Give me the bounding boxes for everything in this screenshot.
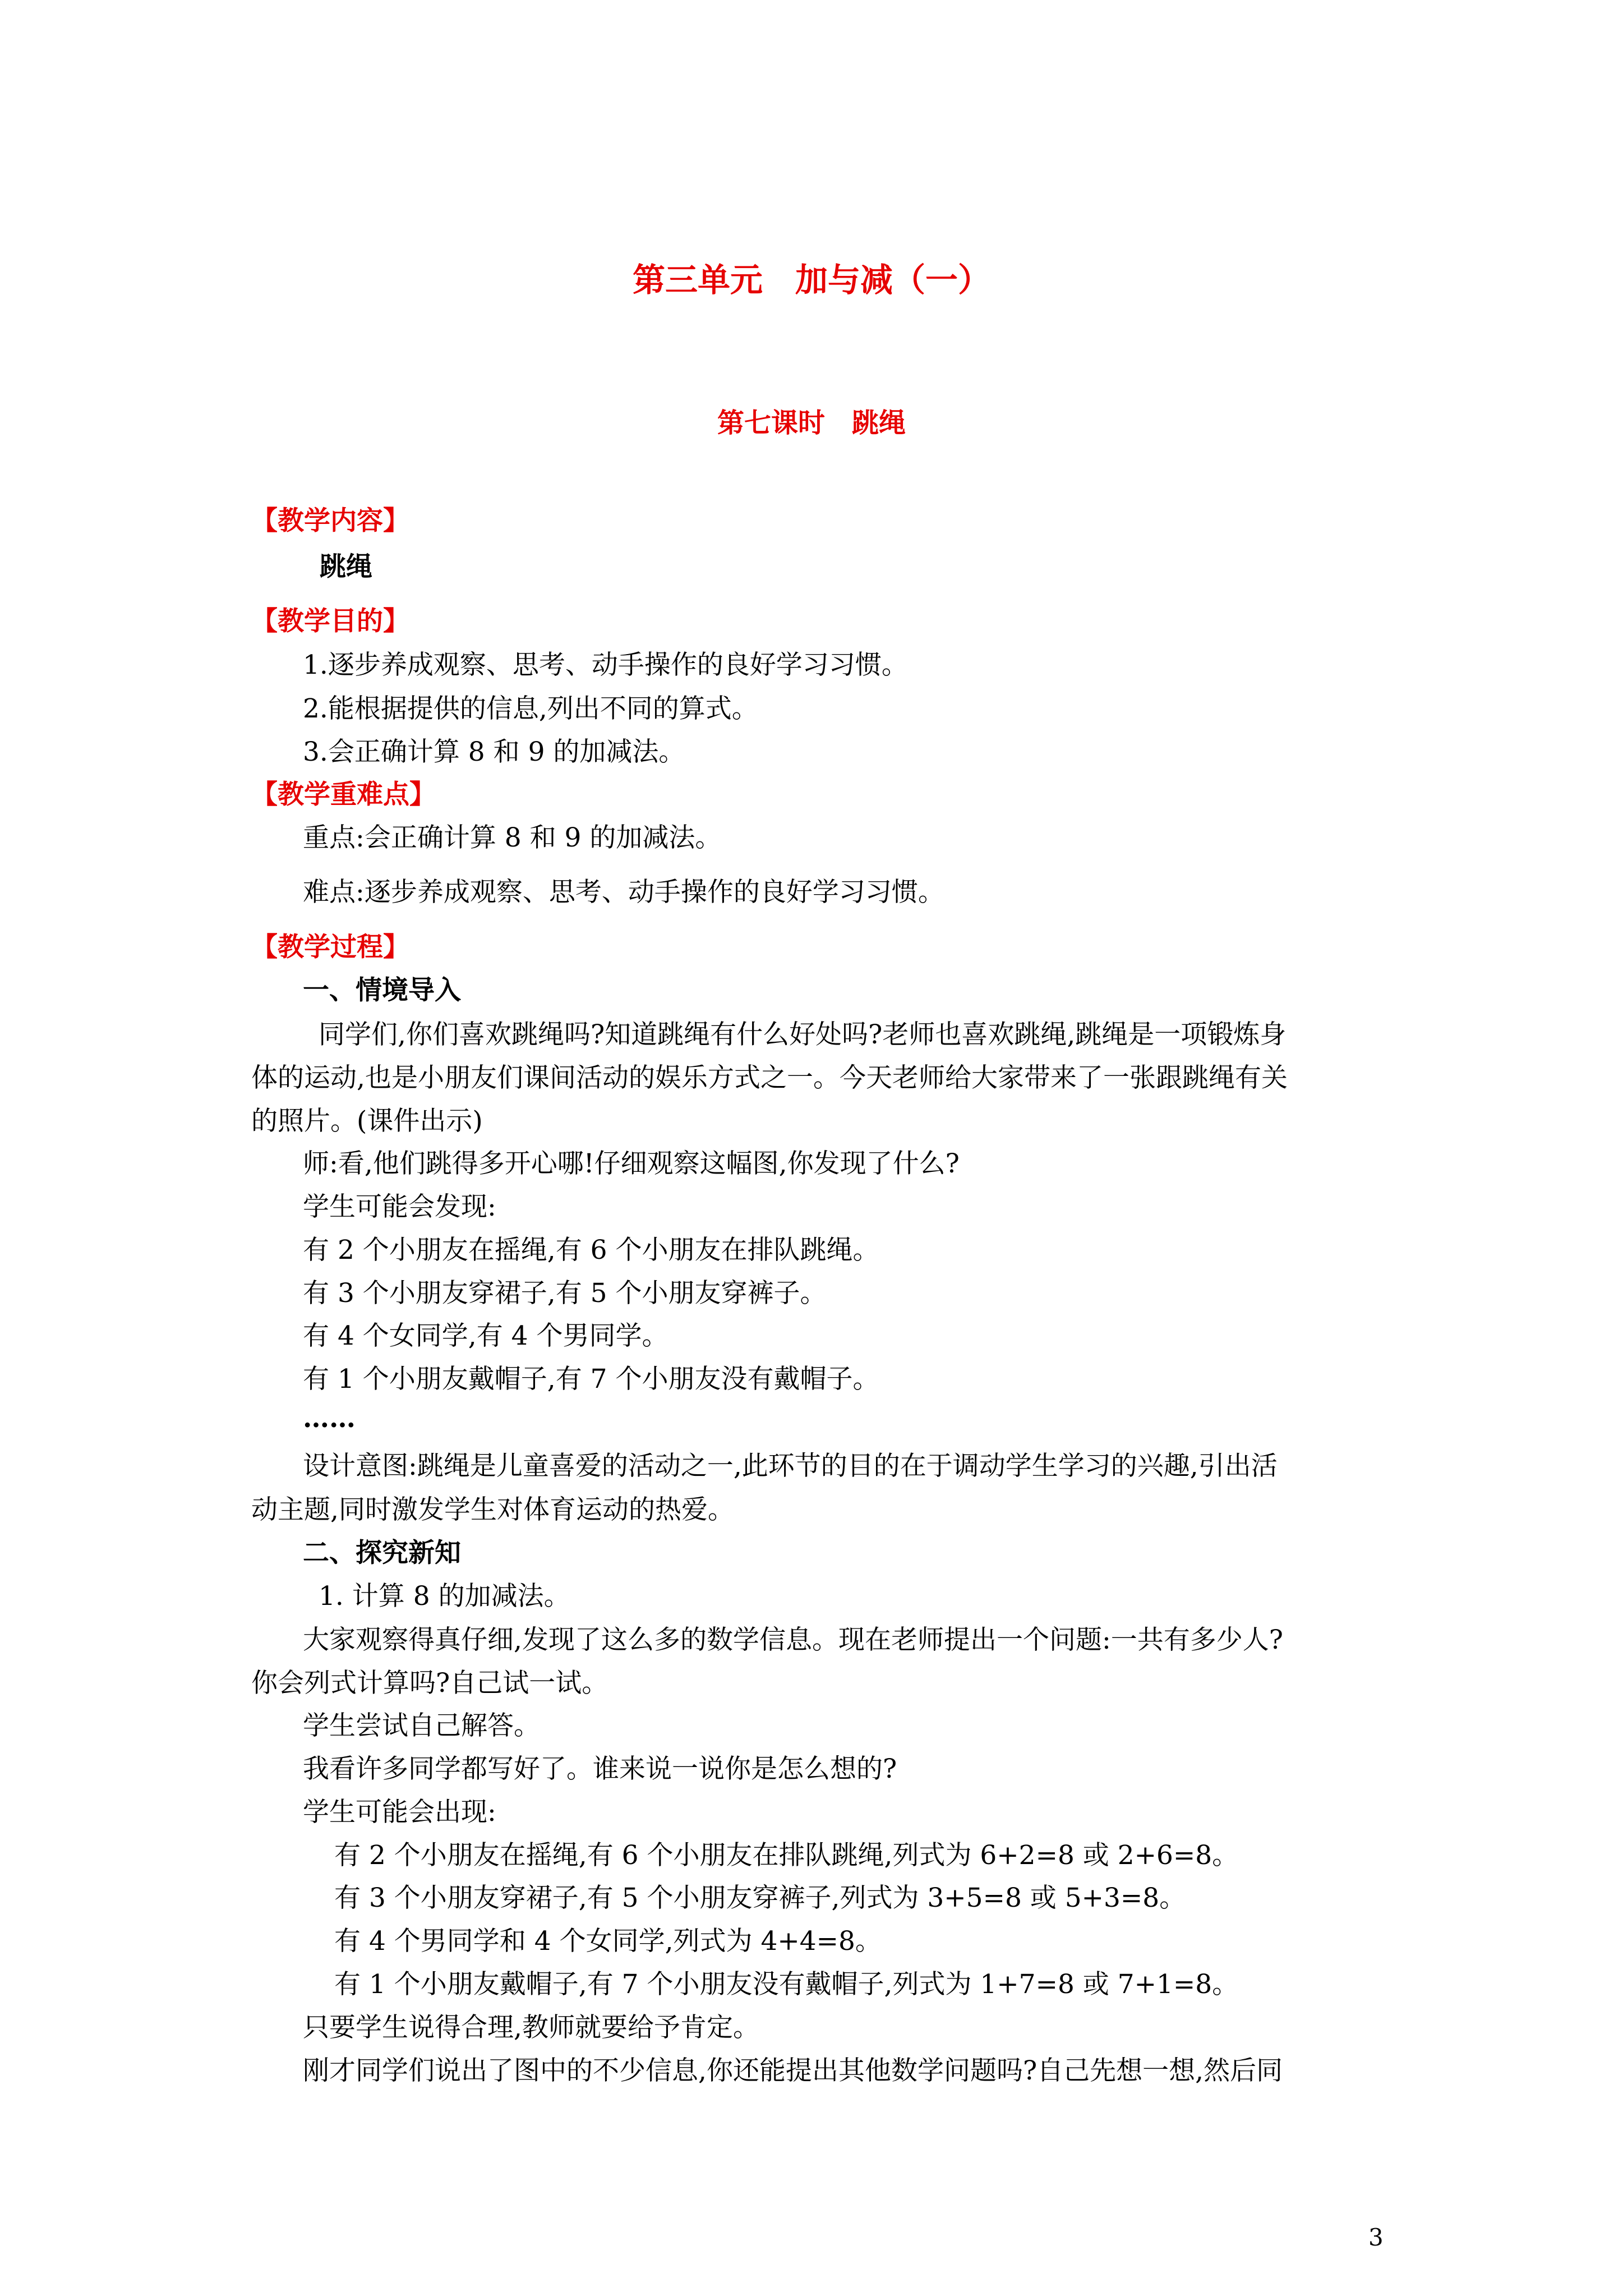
part2-title: 二、探究新知 [303,1538,461,1568]
paragraph-line: 有 2 个小朋友在摇绳,有 6 个小朋友在排队跳绳。 [303,1235,879,1266]
paragraph-line: 师:看,他们跳得多开心哪!仔细观察这幅图,你发现了什么? [303,1148,960,1179]
paragraph-line: 有 4 个女同学,有 4 个男同学。 [303,1320,668,1351]
paragraph-line: 有 1 个小朋友戴帽子,有 7 个小朋友没有戴帽子。 [303,1364,879,1395]
paragraph-line: 有 3 个小朋友穿裙子,有 5 个小朋友穿裤子,列式为 3+5=8 或 5+3=8。 [334,1883,1186,1913]
paragraph-line: 1. 计算 8 的加减法。 [319,1581,570,1612]
paragraph-line: 的照片。(课件出示) [251,1106,483,1137]
key-heading: 【教学重难点】 [251,779,436,810]
paragraph-line: 同学们,你们喜欢跳绳吗?知道跳绳有什么好处吗?老师也喜欢跳绳,跳绳是一项锻炼身 [319,1019,1287,1050]
goal-item: 3.会正确计算 8 和 9 的加减法。 [303,737,685,767]
page-number: 3 [1368,2224,1384,2251]
paragraph-line: 学生尝试自己解答。 [303,1710,540,1741]
paragraph-line: 有 3 个小朋友穿裙子,有 5 个小朋友穿裤子。 [303,1278,827,1309]
goals-heading: 【教学目的】 [251,606,409,637]
paragraph-line: 大家观察得真仔细,发现了这么多的数学信息。现在老师提出一个问题:一共有多少人? [303,1625,1283,1655]
part1-title: 一、情境导入 [303,975,461,1006]
goal-item: 1.逐步养成观察、思考、动手操作的良好学习习惯。 [303,650,908,680]
paragraph-line: 我看许多同学都写好了。谁来说一说你是怎么想的? [303,1754,897,1784]
content-heading: 【教学内容】 [251,505,409,536]
paragraph-line: 学生可能会出现: [303,1797,496,1828]
goal-item: 2.能根据提供的信息,列出不同的算式。 [303,693,758,724]
paragraph-line: 动主题,同时激发学生对体育运动的热爱。 [251,1494,734,1525]
paragraph-line: 有 4 个男同学和 4 个女同学,列式为 4+4=8。 [334,1926,882,1957]
process-heading: 【教学过程】 [251,932,409,963]
paragraph-line: 学生可能会发现: [303,1191,496,1222]
difficult-point: 难点:逐步养成观察、思考、动手操作的良好学习习惯。 [303,877,944,908]
paragraph-line: 刚才同学们说出了图中的不少信息,你还能提出其他数学问题吗?自己先想一想,然后同 [303,2055,1283,2086]
key-point: 重点:会正确计算 8 和 9 的加减法。 [303,822,722,853]
paragraph-line: 体的运动,也是小朋友们课间活动的娱乐方式之一。今天老师给大家带来了一张跟跳绳有关 [251,1062,1288,1093]
paragraph-line: 你会列式计算吗?自己试一试。 [251,1668,608,1699]
paragraph-line: 只要学生说得合理,教师就要给予肯定。 [303,2012,759,2043]
paragraph-line: 有 1 个小朋友戴帽子,有 7 个小朋友没有戴帽子,列式为 1+7=8 或 7+1=8。 [334,1969,1239,2000]
paragraph-line: 设计意图:跳绳是儿童喜爱的活动之一,此环节的目的在于调动学生学习的兴趣,引出活 [303,1451,1278,1481]
unit-title: 第三单元 加与减（一） [632,261,990,299]
content-text: 跳绳 [320,551,372,582]
lesson-title: 第七课时 跳绳 [717,407,906,439]
paragraph-line: 有 2 个小朋友在摇绳,有 6 个小朋友在排队跳绳,列式为 6+2=8 或 2+6=8。 [334,1840,1239,1871]
ellipsis: …… [303,1403,356,1434]
